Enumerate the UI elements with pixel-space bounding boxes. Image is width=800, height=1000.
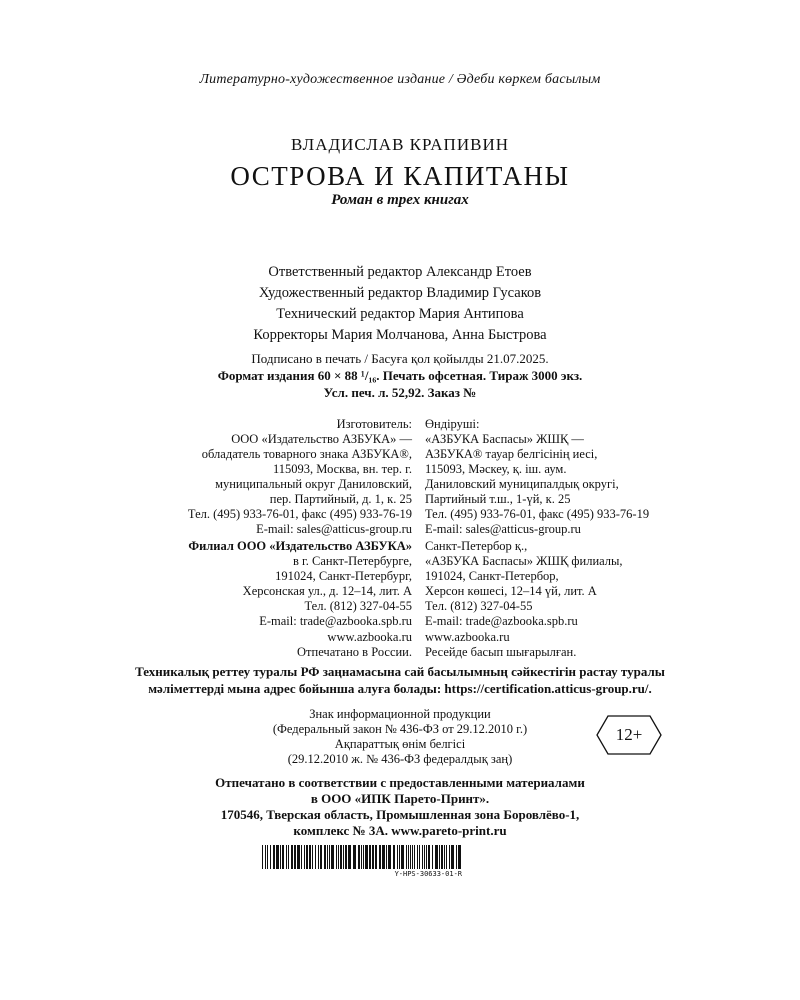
barcode-bar (265, 845, 266, 869)
info-line: (Федеральный закон № 436-ФЗ от 29.12.2010 г.) (272, 722, 528, 736)
credit-line: Технический редактор Мария Антипова (276, 306, 524, 322)
barcode-bar (401, 845, 404, 869)
barcode-bar (309, 845, 311, 869)
barcode-bar (451, 845, 454, 869)
barcode-bar (444, 845, 445, 869)
barcode-bar (276, 845, 279, 869)
print-info (0, 350, 800, 401)
barcode-bar (399, 845, 400, 869)
credit-line: Ответственный редактор Александр Етоев (268, 264, 532, 280)
barcode-bar (288, 845, 289, 869)
barcode-bar (397, 845, 398, 869)
imprint-line: Тел. (812) 327-04-55 (304, 599, 412, 613)
imprint-line: Тел. (812) 327-04-55 (425, 599, 533, 613)
imprint-line: Партийный т.ш., 1-үй, к. 25 (425, 492, 571, 506)
info-line: Знак информационной продукции (309, 707, 491, 721)
imprint-line: ООО «Издательство АЗБУКА» — (231, 432, 412, 446)
barcode-bar (363, 845, 364, 869)
barcode-bar (294, 845, 296, 869)
barcode-bar (315, 845, 316, 869)
imprint-line: Тел. (495) 933-76-01, факс (495) 933-76-19 (425, 507, 650, 521)
barcode-bar (291, 845, 293, 869)
imprint-line: Филиал ООО «Издательство АЗБУКА» (188, 539, 412, 553)
barcode-bar (365, 845, 368, 869)
imprint-line: АЗБУКА® тауар белгісінің иесі, (425, 447, 598, 461)
barcode-bar (331, 845, 334, 869)
barcode-bar (393, 845, 395, 869)
imprint-line: E-mail: trade@azbooka.spb.ru (259, 614, 412, 628)
barcode-bar (270, 845, 271, 869)
imprint-line: 115093, Мәскеу, қ. іш. аум. (425, 462, 567, 476)
printer-line: Отпечатано в соответствии с предоставленными материалами (215, 775, 585, 790)
barcode-bar (439, 845, 440, 869)
manufacturer-ru (112, 417, 412, 537)
imprint-line: E-mail: trade@azbooka.spb.ru (425, 614, 578, 628)
imprint-line: 191024, Санкт-Петербор, (425, 569, 559, 583)
imprint-line: Тел. (495) 933-76-01, факс (495) 933-76-19 (187, 507, 412, 521)
barcode-bar (286, 845, 287, 869)
barcode-bar (406, 845, 407, 869)
barcode-bar (318, 845, 319, 869)
printer-line: комплекс № 3А. www.pareto-print.ru (293, 823, 507, 838)
barcode-bar (414, 845, 415, 869)
barcode-bar (379, 845, 381, 869)
imprint-line: обладатель товарного знака АЗБУКА®, (201, 447, 412, 461)
tech-line: мәліметтерді мына адрес бойынша алуға болады: https://certification.atticus-group.ru/. (148, 681, 652, 696)
imprint-line: E-mail: sales@atticus-group.ru (425, 522, 581, 536)
barcode-bar (297, 845, 300, 869)
barcode-bar (273, 845, 275, 869)
barcode-bar (324, 845, 326, 869)
barcode-bar (446, 845, 447, 869)
barcode-icon (262, 845, 462, 869)
barcode-bar (301, 845, 302, 869)
web-kz (425, 630, 725, 660)
imprint-line: Өндіруші: (425, 417, 480, 431)
imprint-line: 191024, Санкт-Петербург, (275, 569, 412, 583)
imprint-line: 115093, Москва, вн. тер. г. (272, 462, 412, 476)
barcode-bar (267, 845, 268, 869)
barcode-bar (408, 845, 409, 869)
book-author: ВЛАДИСЛАВ КРАПИВИН (290, 135, 510, 154)
imprint-line: Даниловский муниципалдық округі, (425, 477, 619, 491)
barcode-bar (343, 845, 344, 869)
credit-line: Художественный редактор Владимир Гусаков (258, 285, 542, 301)
barcode-bar (345, 845, 347, 869)
tech-line: Техникалық реттеу туралы РФ заңнамасына сай басылымның сәйкестігін растау туралы (135, 664, 665, 679)
age-rating-label: 12+ (615, 725, 643, 744)
barcode-bar (382, 845, 385, 869)
sheets-line: Усл. печ. л. 52,92. Заказ № (323, 385, 477, 400)
signed-date: Подписано в печать / Басуға қол қойылды 21.07.2025. (251, 351, 549, 366)
barcode-bar (358, 845, 360, 869)
printer-line: в ООО «ИПК Парето-Принт». (310, 791, 490, 806)
barcode-bar (417, 845, 418, 869)
format-line: Формат издания 60 × 88 ¹/₁₆. Печать офсетная. Тираж 3000 экз. (217, 368, 583, 383)
barcode-bar (361, 845, 362, 869)
barcode-bar (426, 845, 427, 869)
barcode-bar (388, 845, 391, 869)
barcode-bar (458, 845, 461, 869)
barcode-bar (306, 845, 308, 869)
website-link: www.azbooka.ru (425, 630, 510, 644)
barcode-bar (424, 845, 425, 869)
imprint-line: Изготовитель: (336, 417, 412, 431)
barcode-bar (348, 845, 351, 869)
barcode-bar (428, 845, 430, 869)
barcode-bar (412, 845, 413, 869)
barcode-bar (329, 845, 330, 869)
imprint-line: в г. Санкт-Петербурге, (293, 554, 412, 568)
barcode-caption: Y-HPS-30633-01-R (394, 870, 462, 878)
book-title: ОСТРОВА И КАПИТАНЫ (230, 161, 570, 191)
imprint-line: E-mail: sales@atticus-group.ru (256, 522, 412, 536)
barcode-bar (280, 845, 281, 869)
credits (0, 262, 800, 346)
printer-line: 170546, Тверская область, Промышленная зона Боровлёво-1, (220, 807, 580, 822)
barcode-bar (282, 845, 284, 869)
branch-ru (112, 539, 412, 629)
barcode-bar (312, 845, 313, 869)
imprint-line: Херсон көшесі, 12–14 үй, лит. А (425, 584, 597, 598)
barcode-bar (372, 845, 374, 869)
imprint-line: пер. Партийный, д. 1, к. 25 (269, 492, 412, 506)
age-rating-badge (596, 715, 662, 755)
barcode-bar (327, 845, 328, 869)
barcode-bar (386, 845, 387, 869)
branch-kz (425, 539, 725, 629)
tech-regulation (0, 663, 800, 697)
barcode-bar (340, 845, 342, 869)
imprint-line: муниципальный округ Даниловский, (215, 477, 412, 491)
imprint-line: «АЗБУКА Баспасы» ЖШҚ — (425, 432, 584, 446)
printed-in: Ресейде басып шығарылған. (425, 645, 577, 659)
barcode-bar (320, 845, 322, 869)
book-subtitle: Роман в трех книгах (331, 192, 469, 208)
barcode-bar (441, 845, 443, 869)
barcode-bar (456, 845, 457, 869)
imprint-line: Херсонская ул., д. 12–14, лит. А (242, 584, 412, 598)
website-link: www.azbooka.ru (327, 630, 412, 644)
web-ru (112, 630, 412, 660)
info-line: Ақпараттық өнім белгісі (334, 737, 466, 751)
info-sign (240, 707, 560, 767)
barcode-bar (435, 845, 438, 869)
barcode-bar (410, 845, 411, 869)
barcode-bar (375, 845, 377, 869)
barcode-bar (422, 845, 423, 869)
barcode-bar (338, 845, 339, 869)
imprint-line: «АЗБУКА Баспасы» ЖШҚ филиалы, (425, 554, 623, 568)
barcode-bar (336, 845, 337, 869)
manufacturer-kz (425, 417, 725, 537)
credit-line: Корректоры Мария Молчанова, Анна Быстрова (253, 327, 547, 343)
printer-info (0, 775, 800, 839)
printed-in: Отпечатано в России. (297, 645, 412, 659)
barcode-bar (353, 845, 356, 869)
barcode-bar (262, 845, 263, 869)
imprint-line: Санкт-Петербор қ., (425, 539, 528, 553)
info-line: (29.12.2010 ж. № 436-ФЗ федералдық заң) (287, 752, 513, 766)
barcode-bar (432, 845, 433, 869)
series-line: Литературно-художественное издание / Әдеби көркем басылым (199, 72, 601, 87)
barcode-bar (419, 845, 420, 869)
barcode-bar (304, 845, 305, 869)
barcode-bar (449, 845, 450, 869)
barcode-bar (369, 845, 371, 869)
